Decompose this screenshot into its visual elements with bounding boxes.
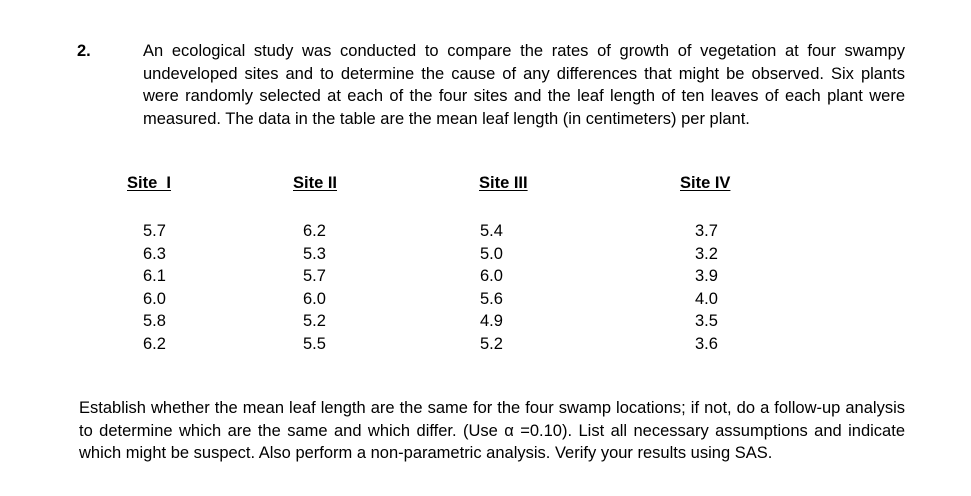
site-2-column bbox=[293, 173, 338, 353]
site-4-values bbox=[695, 220, 718, 355]
site-1-value: 5.8 bbox=[143, 312, 166, 330]
site-4-value: 3.5 bbox=[695, 312, 718, 330]
site-4-value: 3.7 bbox=[695, 222, 718, 240]
site-1-header: Site I bbox=[127, 174, 172, 192]
site-1-value: 6.2 bbox=[143, 334, 166, 353]
site-2-values bbox=[303, 220, 326, 355]
question-instructions: Establish whether the mean leaf length are the same for the four swamp locations; if not, do a follow-up analysis to determine which are the same and which differ. (Use α =0.10). List all necessary assumptions and indicate which might be suspect. Also perform a non-parametric analysis. Verify your results using SAS. bbox=[79, 399, 905, 462]
site-1-values bbox=[143, 220, 166, 355]
site-4-value: 4.0 bbox=[695, 289, 718, 308]
site-4-header: Site IV bbox=[680, 174, 731, 192]
site-4-value: 3.2 bbox=[695, 244, 718, 263]
site-1-value: 6.1 bbox=[143, 267, 166, 285]
site-3-value: 5.4 bbox=[480, 222, 503, 240]
site-2-value: 5.7 bbox=[303, 267, 326, 285]
site-1-value: 6.0 bbox=[143, 289, 166, 308]
site-2-value: 5.5 bbox=[303, 334, 326, 353]
site-3-value: 5.2 bbox=[480, 334, 503, 353]
site-3-value: 4.9 bbox=[480, 312, 503, 330]
site-1-value: 5.7 bbox=[143, 222, 166, 240]
site-4-value: 3.9 bbox=[695, 267, 718, 285]
site-2-header: Site II bbox=[293, 174, 338, 192]
site-2-value: 5.3 bbox=[303, 244, 326, 263]
site-1-value: 6.3 bbox=[143, 244, 166, 263]
site-4-column bbox=[680, 173, 731, 353]
question-intro: An ecological study was conducted to compare the rates of growth of vegetation at four swampy undeveloped sites and to determine the cause of any differences that might be observed. Six plants were randomly selected at each of the four sites and the leaf length of ten leaves of each plant were measured. The data in the table are the mean leaf length (in centimeters) per plant. bbox=[143, 42, 905, 128]
site-4-value: 3.6 bbox=[695, 334, 718, 353]
site-2-value: 6.2 bbox=[303, 222, 326, 240]
question-number: 2. bbox=[77, 42, 91, 60]
site-3-value: 5.0 bbox=[480, 244, 503, 263]
site-3-values bbox=[480, 220, 503, 355]
site-2-value: 5.2 bbox=[303, 312, 326, 330]
site-3-header: Site III bbox=[479, 174, 528, 192]
site-3-value: 5.6 bbox=[480, 289, 503, 308]
site-1-column bbox=[127, 173, 172, 353]
site-3-value: 6.0 bbox=[480, 267, 503, 285]
site-3-column bbox=[479, 173, 528, 353]
site-2-value: 6.0 bbox=[303, 289, 326, 308]
